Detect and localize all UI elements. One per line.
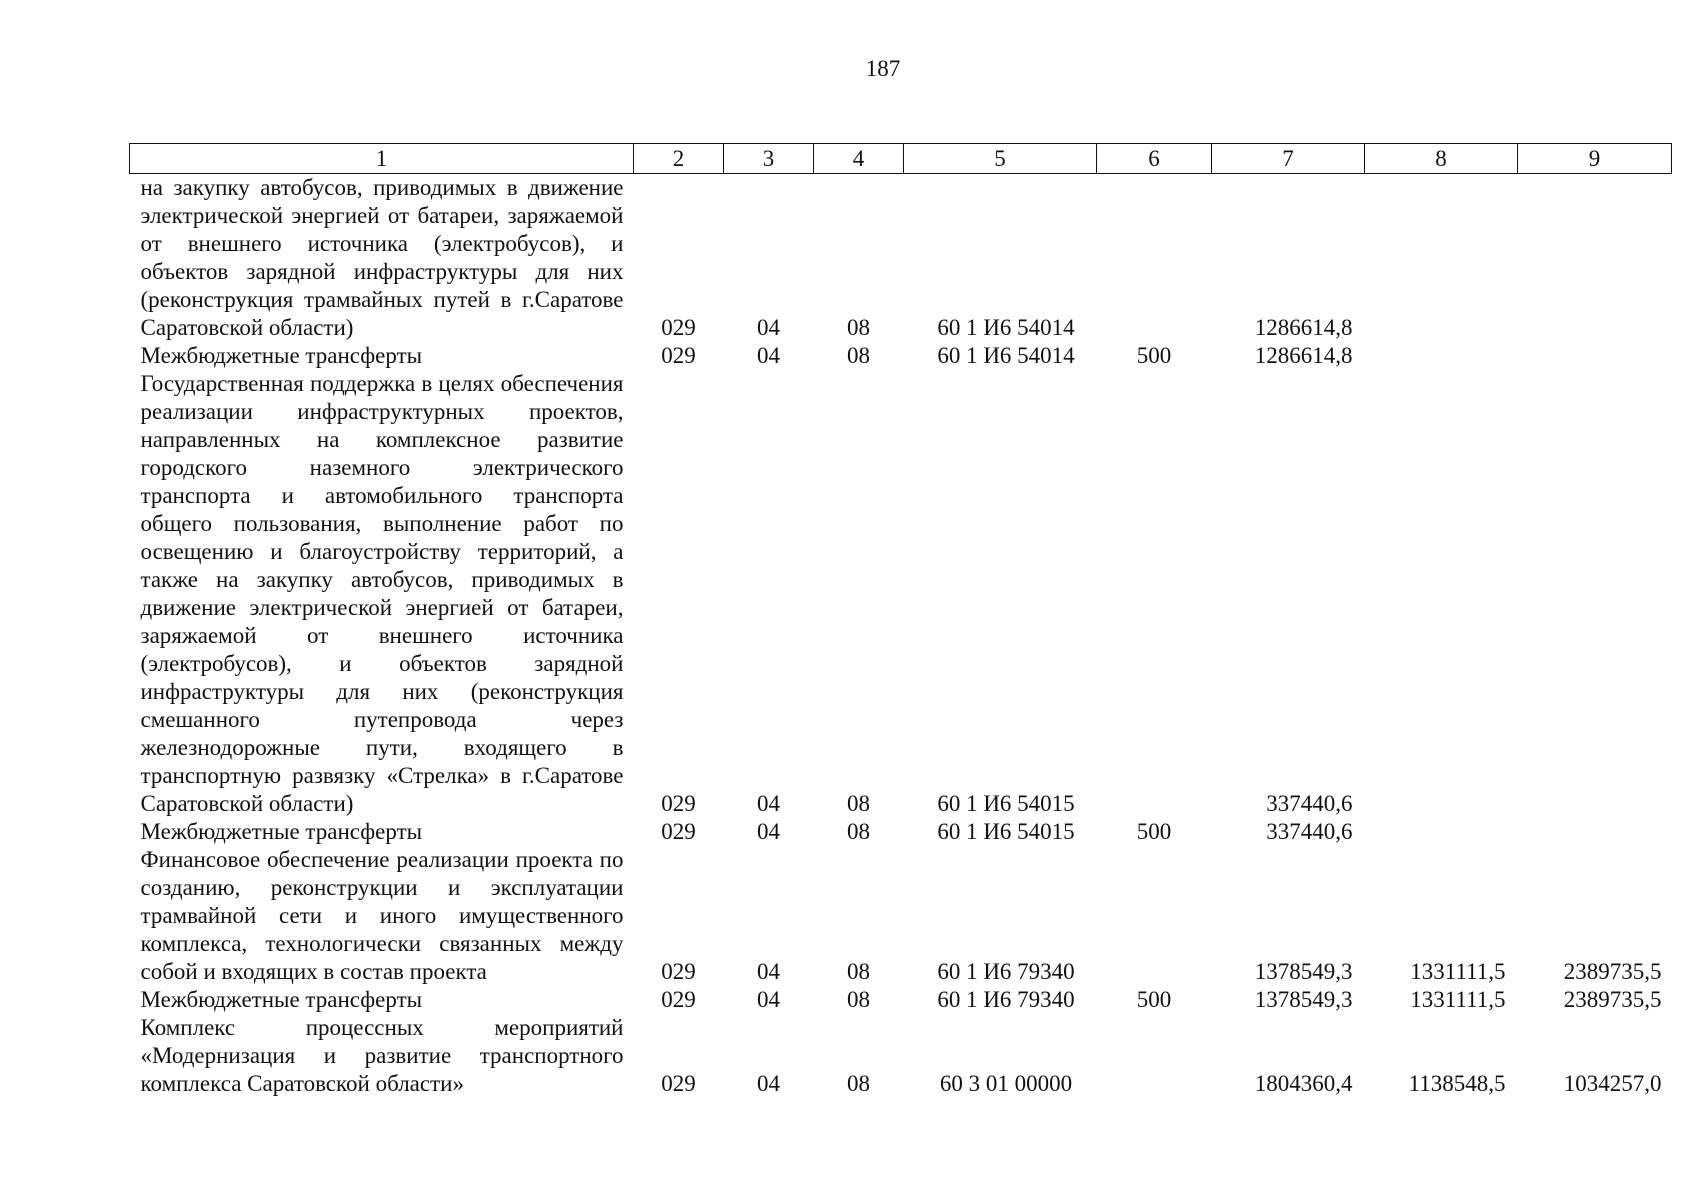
table-row xyxy=(130,846,1672,986)
column-header-9: 9 xyxy=(1518,144,1672,174)
row-target-article: 60 1 И6 54014 xyxy=(937,315,1075,340)
row-section: 04 xyxy=(757,959,780,984)
row-grbs: 029 xyxy=(661,987,696,1012)
row-expense-type xyxy=(1097,370,1212,818)
row-sum-2 xyxy=(1365,342,1518,370)
row-target-article: 60 1 И6 79340 xyxy=(937,987,1075,1012)
row-expense-type xyxy=(1097,1014,1212,1098)
row-sum-1: 1378549,3 xyxy=(1254,987,1353,1012)
row-expense-type: 500 xyxy=(1136,987,1172,1012)
column-header-3: 3 xyxy=(724,144,814,174)
row-sum-3 xyxy=(1518,370,1672,818)
row-sum-2: 1331111,5 xyxy=(1410,959,1506,984)
column-header-7: 7 xyxy=(1212,144,1365,174)
row-sum-3: 2389735,5 xyxy=(1563,987,1662,1012)
row-name: Комплекс процессных мероприятий «Модернизация и развитие транспортного комплекса Саратовской области» xyxy=(140,1015,624,1096)
column-header-8: 8 xyxy=(1365,144,1518,174)
row-sum-2 xyxy=(1365,174,1518,343)
row-target-article: 60 3 01 00000 xyxy=(939,1071,1073,1096)
row-section: 04 xyxy=(757,315,780,340)
row-subsection: 08 xyxy=(847,315,870,340)
row-target-article: 60 1 И6 54015 xyxy=(937,819,1075,844)
row-subsection: 08 xyxy=(847,959,870,984)
row-name: Финансовое обеспечение реализации проекта по созданию, реконструкции и эксплуатации трамвайной сети и иного имущественного комплекса, технологически связанных между собой и входящих в состав проекта xyxy=(140,847,624,984)
row-grbs: 029 xyxy=(661,315,696,340)
row-name: Межбюджетные трансферты xyxy=(140,819,423,844)
row-subsection: 08 xyxy=(847,1071,870,1096)
row-section: 04 xyxy=(757,343,780,368)
row-grbs: 029 xyxy=(661,959,696,984)
table-row xyxy=(130,370,1672,818)
column-header-1: 1 xyxy=(130,144,634,174)
row-target-article: 60 1 И6 79340 xyxy=(937,959,1075,984)
row-sum-2 xyxy=(1365,818,1518,846)
row-expense-type: 500 xyxy=(1136,819,1172,844)
row-grbs: 029 xyxy=(661,819,696,844)
row-subsection: 08 xyxy=(847,343,870,368)
row-subsection: 08 xyxy=(847,987,870,1012)
row-name: на закупку автобусов, приводимых в движение электрической энергией от батареи, заряжаемой от внешнего источника (электробусов), и объектов зарядной инфраструктуры для них (реконструкция трамвайных путей в г.Саратове Саратовской области) xyxy=(140,175,624,340)
row-target-article: 60 1 И6 54015 xyxy=(937,791,1075,816)
column-header-6: 6 xyxy=(1097,144,1212,174)
row-section: 04 xyxy=(757,791,780,816)
row-sum-3: 2389735,5 xyxy=(1563,959,1662,984)
table-row xyxy=(130,342,1672,370)
row-expense-type xyxy=(1097,174,1212,343)
row-grbs: 029 xyxy=(661,1071,696,1096)
row-section: 04 xyxy=(757,819,780,844)
row-subsection: 08 xyxy=(847,791,870,816)
row-grbs: 029 xyxy=(661,791,696,816)
row-sum-3: 1034257,0 xyxy=(1563,1071,1662,1096)
table-header-row xyxy=(130,144,1672,174)
row-sum-1: 337440,6 xyxy=(1266,791,1353,816)
row-expense-type xyxy=(1097,846,1212,986)
table-row xyxy=(130,1014,1672,1098)
row-sum-3 xyxy=(1518,818,1672,846)
row-sum-1: 1804360,4 xyxy=(1254,1071,1353,1096)
column-header-2: 2 xyxy=(634,144,724,174)
row-name: Межбюджетные трансферты xyxy=(140,343,423,368)
row-expense-type: 500 xyxy=(1136,343,1172,368)
row-sum-1: 1286614,8 xyxy=(1254,315,1353,340)
table-row xyxy=(130,986,1672,1014)
row-sum-1: 337440,6 xyxy=(1266,819,1353,844)
column-header-5: 5 xyxy=(904,144,1097,174)
column-header-4: 4 xyxy=(814,144,904,174)
row-name: Межбюджетные трансферты xyxy=(140,987,423,1012)
row-sum-2 xyxy=(1365,370,1518,818)
row-name: Государственная поддержка в целях обеспечения реализации инфраструктурных проектов, направленных на комплексное развитие городского наземного электрического транспорта и автомобильного транспорта общего пользования, выполнение работ по освещению и благоустройству территорий, а также на закупку автобусов, приводимых в движение электрической энергией от батареи, заряжаемой от внешнего источника (электробусов), и объектов зарядной инфраструктуры для них (реконструкция смешанного путепровода через железнодорожные пути, входящего в транспортную развязку «Стрелка» в г.Саратове Саратовской области) xyxy=(140,371,624,816)
page-number: 187 xyxy=(865,56,901,81)
table-row xyxy=(130,818,1672,846)
row-sum-2: 1331111,5 xyxy=(1410,987,1506,1012)
row-target-article: 60 1 И6 54014 xyxy=(937,343,1075,368)
row-section: 04 xyxy=(757,987,780,1012)
row-sum-3 xyxy=(1518,342,1672,370)
row-sum-2: 1138548,5 xyxy=(1408,1071,1506,1096)
row-sum-1: 1378549,3 xyxy=(1254,959,1353,984)
row-sum-1: 1286614,8 xyxy=(1254,343,1353,368)
table-row xyxy=(130,174,1672,343)
row-section: 04 xyxy=(757,1071,780,1096)
row-sum-3 xyxy=(1518,174,1672,343)
row-grbs: 029 xyxy=(661,343,696,368)
row-subsection: 08 xyxy=(847,819,870,844)
budget-table xyxy=(129,143,1672,1098)
